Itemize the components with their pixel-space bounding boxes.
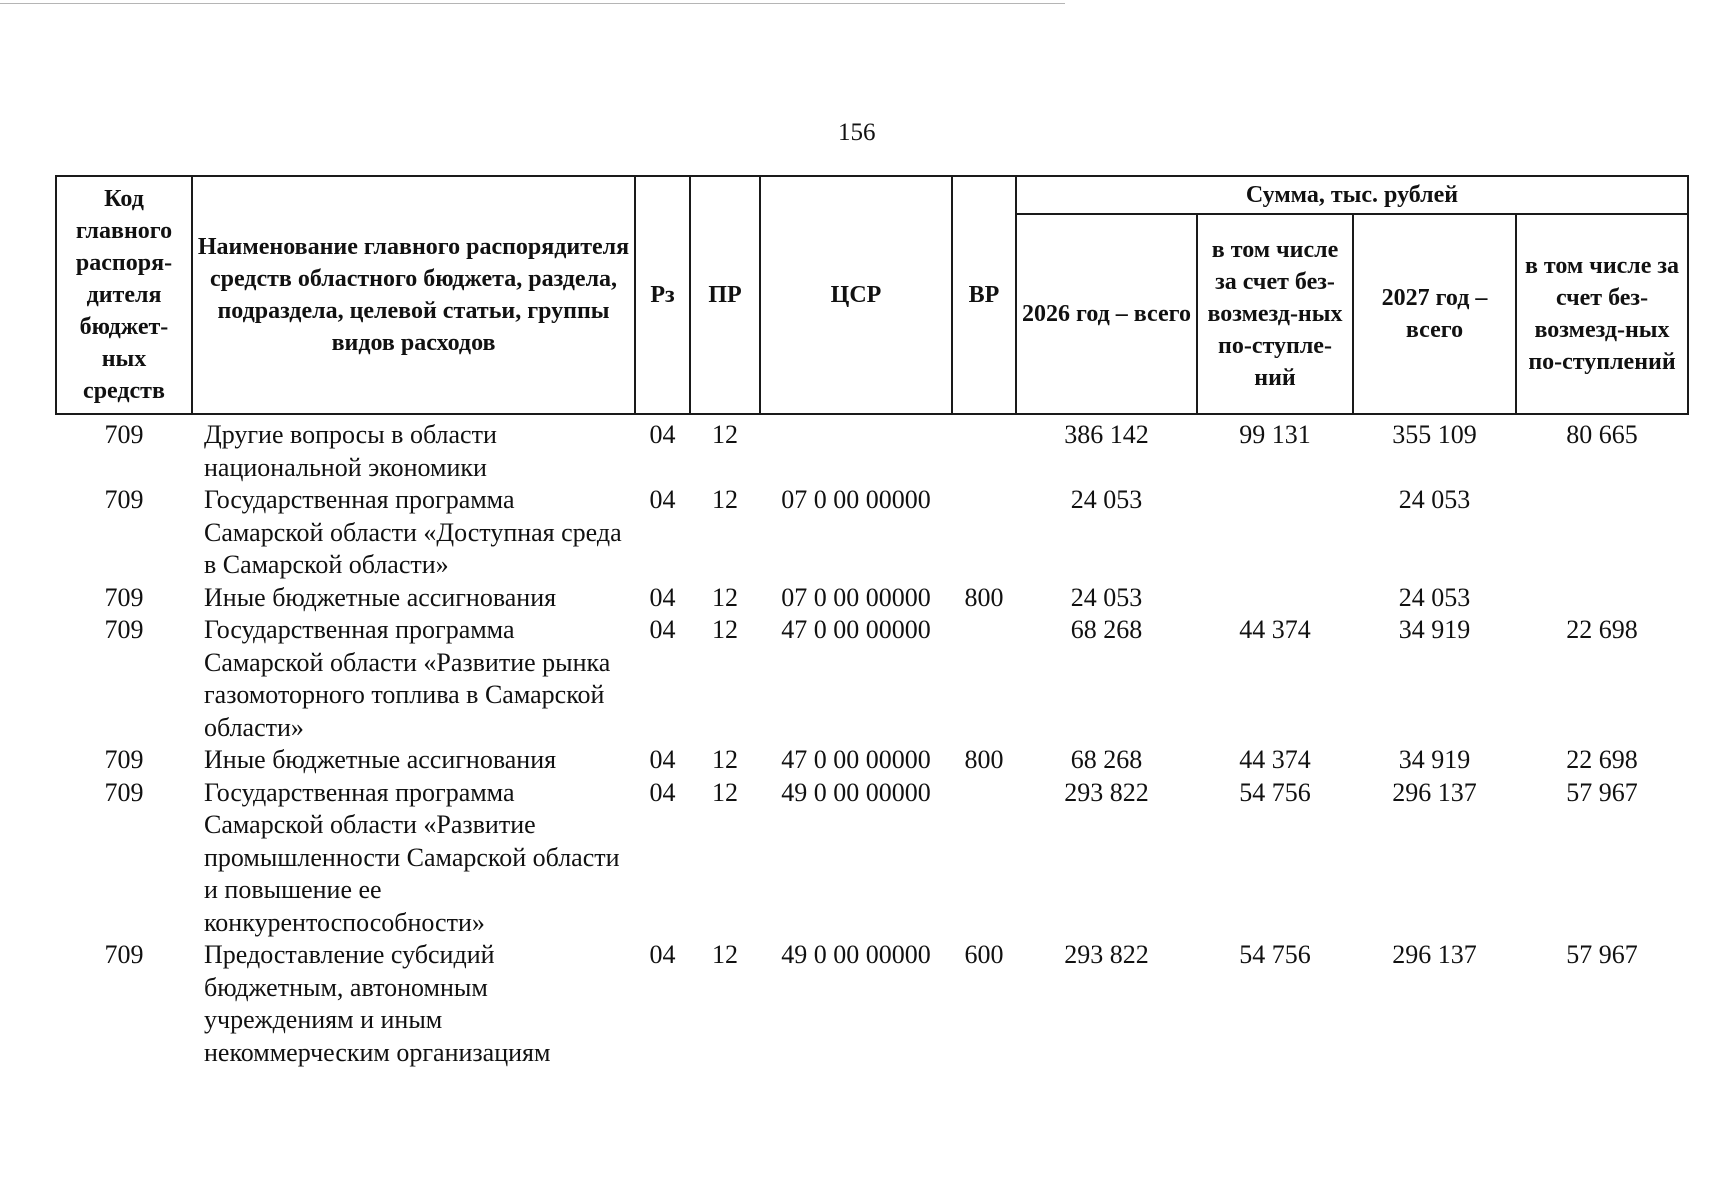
- cell-2027-grants: [1516, 582, 1688, 615]
- cell-2027-grants: 22 698: [1566, 615, 1638, 644]
- cell-code: 709: [104, 420, 144, 449]
- cell-2026-grants: [1197, 582, 1353, 615]
- cell-2027-total: 296 137: [1392, 777, 1477, 807]
- cell-rz: 04: [649, 777, 676, 807]
- cell-2027-total: 296 137: [1392, 940, 1477, 969]
- cell-csr: 07 0 00 00000: [781, 485, 931, 514]
- cell-vr: 800: [964, 582, 1004, 612]
- cell-code: 709: [104, 582, 144, 612]
- cell-pr: 12: [712, 485, 738, 514]
- header-name: Наименование главного распорядителя средств областного бюджета, раздела, подраздела, целевой статьи, группы видов расходов: [192, 176, 635, 414]
- cell-name: Государственная программа Самарской области «Доступная среда в Самарской области»: [204, 485, 622, 579]
- cell-2026-total: 68 268: [1070, 745, 1143, 774]
- header-2026-total: 2026 год – всего: [1016, 214, 1197, 414]
- cell-csr: [760, 414, 952, 484]
- cell-csr: 47 0 00 00000: [781, 745, 931, 774]
- cell-2026-grants: 44 374: [1239, 615, 1311, 644]
- cell-csr: 47 0 00 00000: [781, 615, 931, 644]
- cell-vr: 600: [964, 940, 1004, 969]
- header-csr: ЦСР: [760, 176, 952, 414]
- cell-pr: 12: [712, 777, 738, 807]
- cell-code: 709: [104, 940, 144, 969]
- cell-2026-total: 68 268: [1070, 615, 1143, 644]
- header-vr: ВР: [952, 176, 1016, 414]
- cell-2026-grants: 99 131: [1239, 420, 1311, 449]
- cell-pr: 12: [712, 582, 738, 612]
- cell-2027-grants: 57 967: [1566, 777, 1638, 807]
- cell-2026-total: 293 822: [1064, 940, 1149, 969]
- cell-pr: 12: [712, 745, 738, 774]
- cell-2026-total: 24 053: [1070, 485, 1143, 514]
- cell-2027-grants: 80 665: [1566, 420, 1638, 449]
- table-row: [56, 582, 1688, 615]
- table-row: [56, 744, 1688, 777]
- cell-rz: 04: [649, 485, 676, 514]
- table-row: [56, 939, 1688, 1069]
- cell-name: Государственная программа Самарской области «Развитие рынка газомоторного топлива в Самарской области»: [204, 615, 611, 742]
- table-row: [56, 414, 1688, 484]
- cell-name: Иные бюджетные ассигнования: [204, 582, 557, 612]
- cell-rz: 04: [649, 582, 676, 612]
- cell-2026-grants: 54 756: [1239, 777, 1311, 807]
- cell-csr: 49 0 00 00000: [781, 940, 931, 969]
- cell-2027-total: 24 053: [1398, 582, 1471, 612]
- cell-vr: [952, 414, 1016, 484]
- budget-table: [55, 175, 1689, 1069]
- cell-2027-total: 34 919: [1398, 745, 1471, 774]
- cell-rz: 04: [649, 420, 676, 449]
- page-number: 156: [838, 119, 876, 146]
- cell-name: Другие вопросы в области национальной экономики: [204, 420, 497, 482]
- header-2027-grants: в том числе за счет без-возмезд-ных по-ступлений: [1516, 214, 1688, 414]
- header-2027-total: 2027 год – всего: [1353, 214, 1516, 414]
- cell-2027-grants: [1516, 484, 1688, 582]
- cell-name: Государственная программа Самарской области «Развитие промышленности Самарской области и повышение ее конкурентоспособности»: [204, 777, 620, 937]
- header-rz: Рз: [635, 176, 690, 414]
- cell-2026-grants: 44 374: [1239, 745, 1311, 774]
- header-code: Код главного распоря-дителя бюджет-ных средств: [56, 176, 192, 414]
- cell-2027-grants: 57 967: [1566, 940, 1638, 969]
- cell-2026-total: 293 822: [1064, 777, 1149, 807]
- table-row: [56, 777, 1688, 940]
- cell-rz: 04: [649, 615, 676, 644]
- cell-csr: 07 0 00 00000: [781, 582, 931, 612]
- cell-2026-total: 24 053: [1070, 582, 1143, 612]
- cell-2027-total: 355 109: [1392, 420, 1477, 449]
- cell-name: Предоставление субсидий бюджетным, автономным учреждениям и иным некоммерческим организациям: [204, 940, 551, 1067]
- cell-rz: 04: [649, 745, 676, 774]
- cell-2026-total: 386 142: [1064, 420, 1149, 449]
- cell-name: Иные бюджетные ассигнования: [204, 745, 557, 774]
- table-row: [56, 614, 1688, 744]
- cell-vr: [952, 777, 1016, 940]
- header-2026-grants: в том числе за счет без-возмезд-ных по-ступле-ний: [1197, 214, 1353, 414]
- cell-vr: 800: [964, 745, 1004, 774]
- cell-code: 709: [104, 777, 144, 807]
- cell-vr: [952, 484, 1016, 582]
- cell-pr: 12: [712, 615, 738, 644]
- cell-code: 709: [104, 745, 144, 774]
- cell-2027-total: 34 919: [1398, 615, 1471, 644]
- cell-csr: 49 0 00 00000: [781, 777, 931, 807]
- header-sum-title: Сумма, тыс. рублей: [1016, 176, 1688, 214]
- table-row: [56, 484, 1688, 582]
- cell-code: 709: [104, 615, 144, 644]
- cell-code: 709: [104, 485, 144, 514]
- cell-vr: [952, 614, 1016, 744]
- header-pr: ПР: [690, 176, 760, 414]
- cell-rz: 04: [649, 940, 676, 969]
- page-top-rule: [0, 3, 1065, 4]
- cell-2027-total: 24 053: [1398, 485, 1471, 514]
- cell-pr: 12: [712, 420, 738, 449]
- cell-2026-grants: 54 756: [1239, 940, 1311, 969]
- cell-2026-grants: [1197, 484, 1353, 582]
- cell-pr: 12: [712, 940, 738, 969]
- cell-2027-grants: 22 698: [1566, 745, 1638, 774]
